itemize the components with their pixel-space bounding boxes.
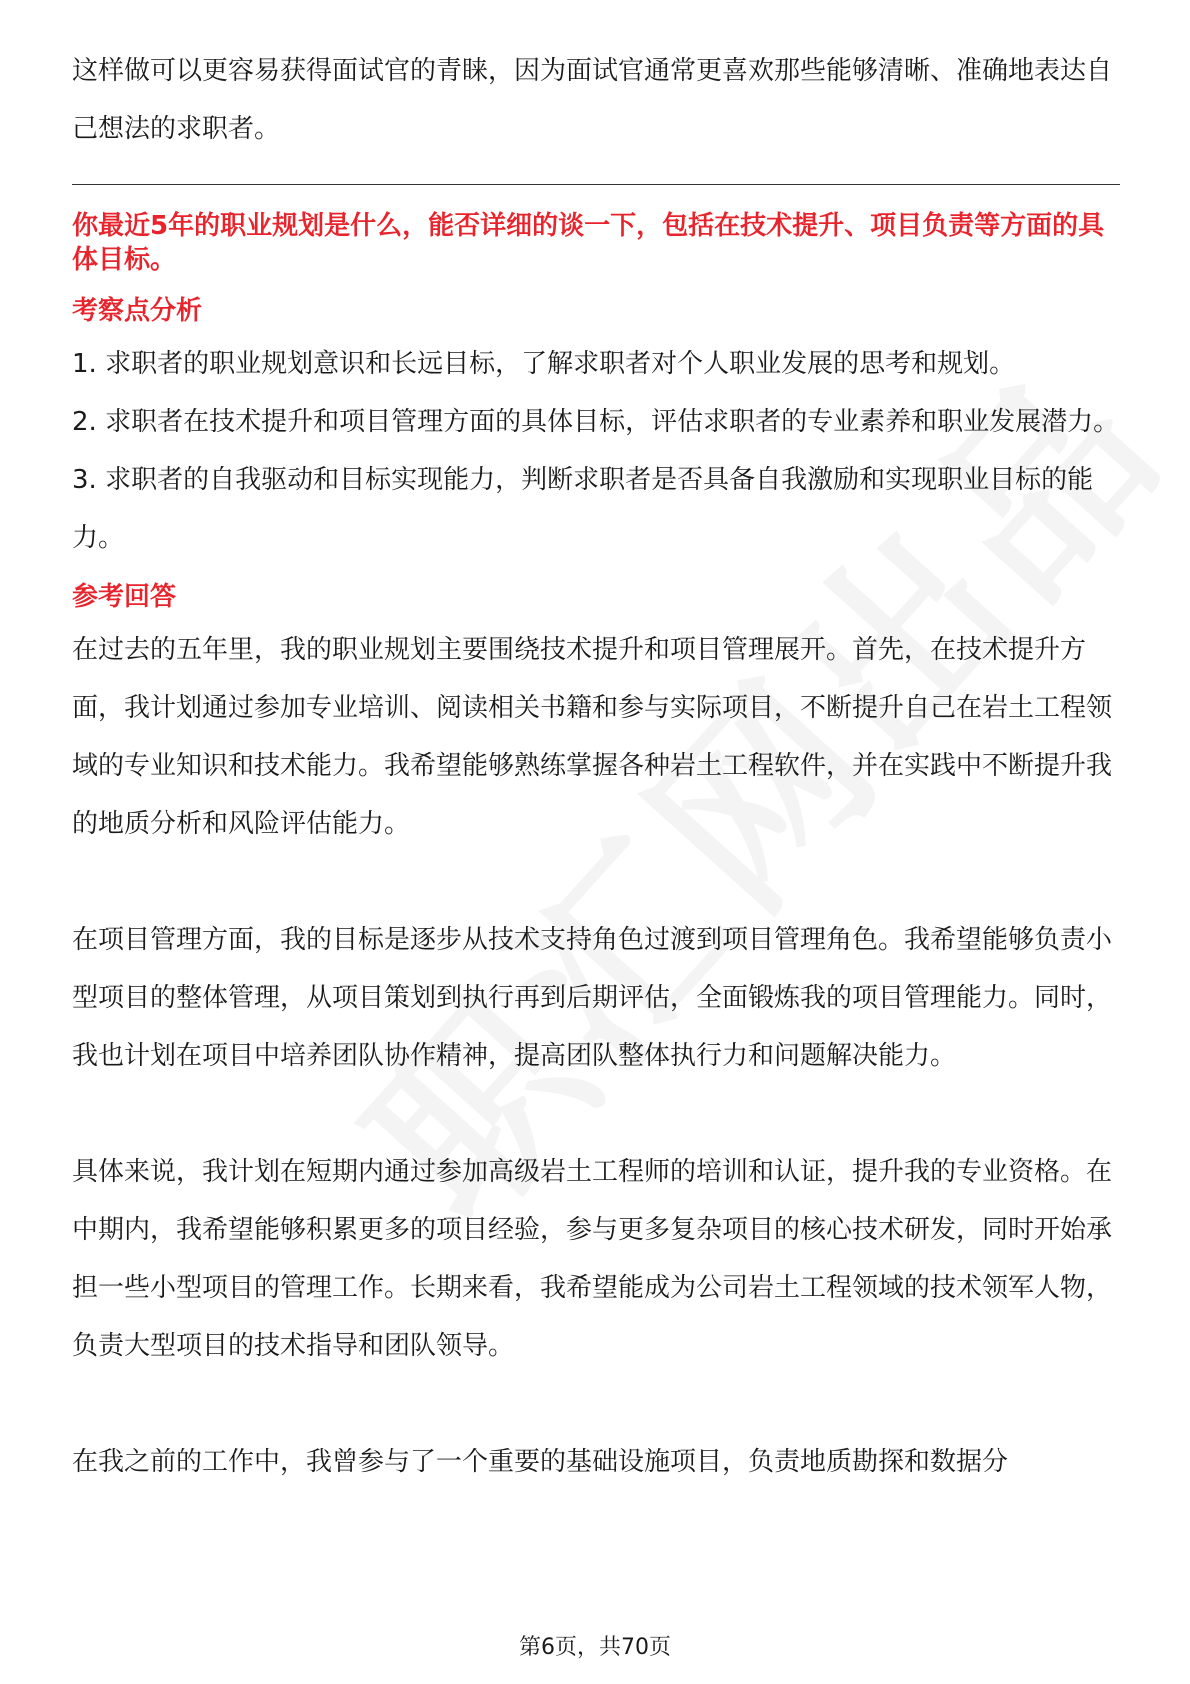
analysis-item: 1. 求职者的职业规划意识和长远目标，了解求职者对个人职业发展的思考和规划。: [72, 349, 1016, 379]
page-number: 第6页，共70页: [519, 1635, 671, 1660]
paragraph-gap: [72, 853, 1120, 911]
page-content: [72, 42, 1120, 1491]
paragraph-gap: [72, 1375, 1120, 1433]
answer-paragraph: 具体来说，我计划在短期内通过参加高级岩土工程师的培训和认证，提升我的专业资格。在中期内，我希望能够积累更多的项目经验，参与更多复杂项目的核心技术研发，同时开始承担一些小型项目的管理工作。长期来看，我希望能成为公司岩土工程领域的技术领军人物，负责大型项目的技术指导和团队领导。: [72, 1157, 1113, 1361]
answer-paragraph: 在我之前的工作中，我曾参与了一个重要的基础设施项目，负责地质勘探和数据分: [72, 1447, 1009, 1477]
answer-paragraph: 在过去的五年里，我的职业规划主要围绕技术提升和项目管理展开。首先，在技术提升方面，我计划通过参加专业培训、阅读相关书籍和参与实际项目，不断提升自己在岩土工程领域的专业知识和技术能力。我希望能够熟练掌握各种岩土工程软件，并在实践中不断提升我的地质分析和风险评估能力。: [72, 635, 1113, 839]
analysis-list: [72, 335, 1120, 567]
analysis-heading: 考察点分析: [72, 296, 203, 326]
analysis-item: 2. 求职者在技术提升和项目管理方面的具体目标，评估求职者的专业素养和职业发展潜力。: [72, 407, 1120, 437]
paragraph-gap: [72, 1085, 1120, 1143]
answer-paragraph: 在项目管理方面，我的目标是逐步从技术支持角色过渡到项目管理角色。我希望能够负责小型项目的整体管理，从项目策划到执行再到后期评估，全面锻炼我的项目管理能力。同时，我也计划在项目中培养团队协作精神，提高团队整体执行力和问题解决能力。: [72, 925, 1113, 1071]
section-divider: [72, 184, 1120, 185]
interview-question: 你最近5年的职业规划是什么，能否详细的谈一下，包括在技术提升、项目负责等方面的具体目标。: [72, 211, 1105, 275]
answer-heading: 参考回答: [72, 582, 177, 612]
intro-continuation: 这样做可以更容易获得面试官的青睐，因为面试官通常更喜欢那些能够清晰、准确地表达自己想法的求职者。: [72, 56, 1113, 144]
analysis-item: 3. 求职者的自我驱动和目标实现能力，判断求职者是否具备自我激励和实现职业目标的能力。: [72, 465, 1094, 553]
